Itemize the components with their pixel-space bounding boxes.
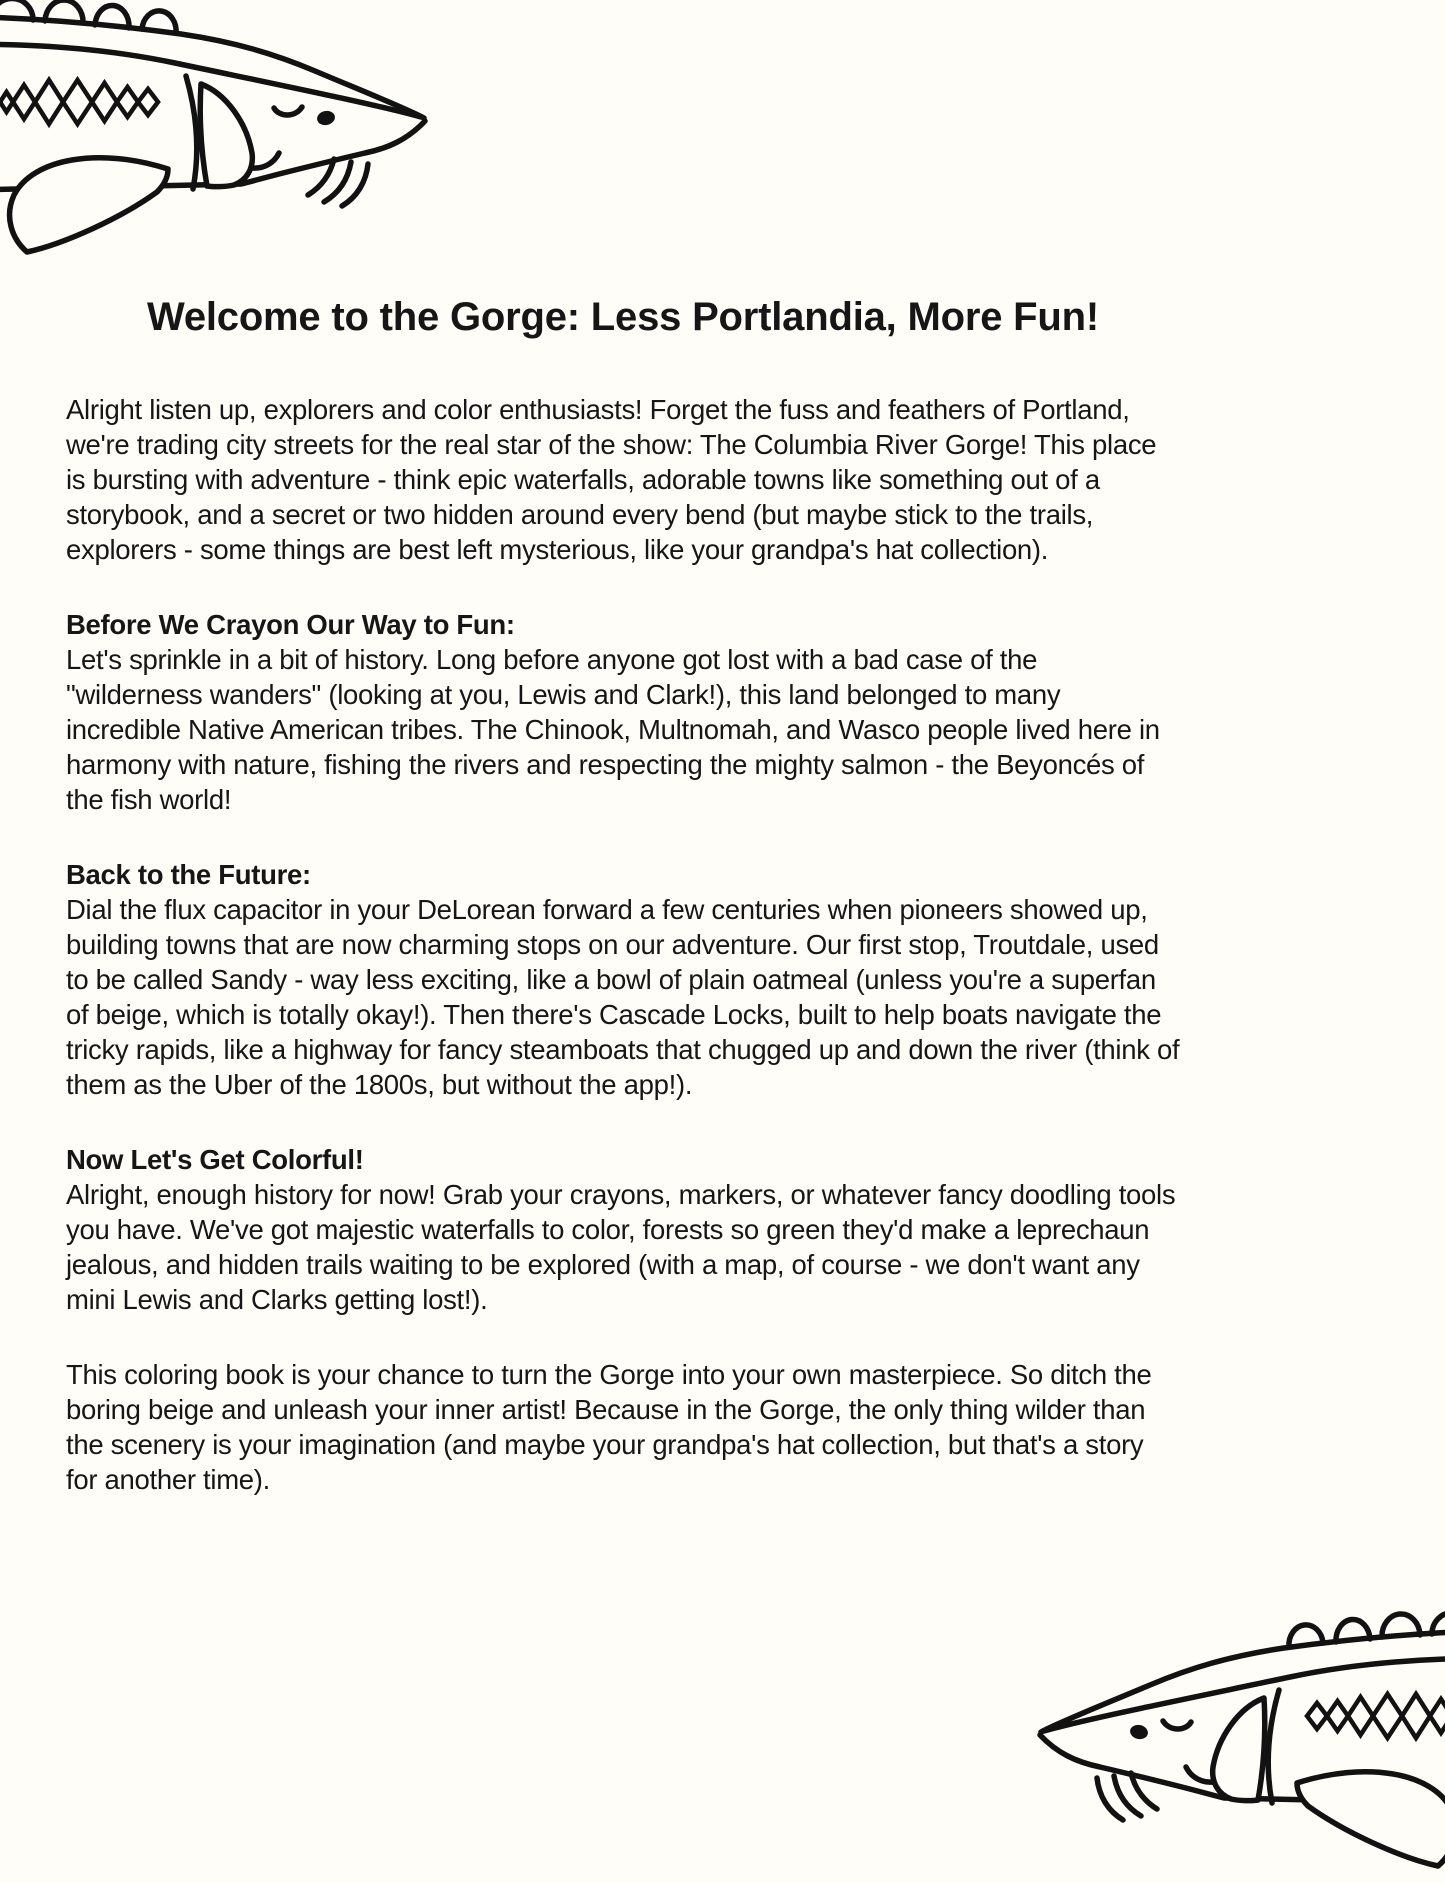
section-body-before-we-crayon: Let's sprinkle in a bit of history. Long before anyone got lost with a bad case of the "wilderness wanders" (looking at you, Lewis and Clark!), this land belonged to many incredible Native American tribes. The Chinook, Multnomah, and Wasco people lived here in harmony with nature, fishing the rivers and respecting the mighty salmon - the Beyoncés of the fish world! xyxy=(66,644,1160,815)
intro-paragraph: Alright listen up, explorers and color enthusiasts! Forget the fuss and feathers of Portland, we're trading city streets for the real star of the show: The Columbia River Gorge! This place is bursting with adventure - think epic waterfalls, adorable towns like something out of a storybook, and a secret or two hidden around every bend (but maybe stick to the trails, explorers - some things are best left mysterious, like your grandpa's hat collection). xyxy=(66,394,1157,565)
section-body-back-to-the-future: Dial the flux capacitor in your DeLorean forward a few centuries when pioneers showed up, building towns that are now charming stops on our adventure. Our first stop, Troutdale, used to be called Sandy - way less exciting, like a bowl of plain oatmeal (unless you're a superfan of beige, which is totally okay!). Then there's Cascade Locks, built to help boats navigate the tricky rapids, like a highway for fancy steamboats that chugged up and down the river (think of them as the Uber of the 1800s, but without the app!). xyxy=(66,894,1180,1100)
fish-smile xyxy=(252,153,279,168)
fish-gill-cover xyxy=(200,84,252,187)
fish-crest-bump xyxy=(142,11,176,33)
section-heading-back-to-the-future: Back to the Future: xyxy=(66,859,311,890)
closing-paragraph: This coloring book is your chance to turn the Gorge into your own masterpiece. So ditch the boring beige and unleash your inner artist! Because in the Gorge, the only thing wilder than the scenery is your imagination (and maybe your grandpa's hat collection, but that's a story for another time). xyxy=(66,1359,1152,1495)
fish-crest-bump xyxy=(95,5,129,28)
fish-scute-diamonds xyxy=(0,80,158,124)
fish-pectoral-fin xyxy=(10,158,168,252)
section-heading-before-we-crayon: Before We Crayon Our Way to Fun: xyxy=(66,609,515,640)
fish-jaw-belly-line xyxy=(0,121,425,192)
page-title: Welcome to the Gorge: Less Portlandia, More Fun! xyxy=(146,295,1099,339)
sturgeon-illustration-bottom-right xyxy=(1025,1610,1445,1878)
page-content xyxy=(66,296,1180,1497)
sturgeon-illustration-top-left xyxy=(0,0,440,264)
sturgeon-line-art xyxy=(0,0,440,264)
fish-back-line xyxy=(0,44,421,117)
fish-barbel xyxy=(324,162,351,202)
fish-closed-eye xyxy=(274,107,302,115)
fish-crest-bump xyxy=(45,0,83,23)
section-body-now-lets-get-colorful: Alright, enough history for now! Grab your crayons, markers, or whatever fancy doodling tools you have. We've got majestic waterfalls to color, forests so green they'd make a leprechaun jealous, and hidden trails waiting to be explored (with a map, of course - we don't want any mini Lewis and Clarks getting lost!). xyxy=(66,1179,1176,1315)
body-text xyxy=(66,392,1180,1497)
fish-crest-bump xyxy=(0,0,33,20)
fish-gill-arc xyxy=(186,76,197,189)
fish-barbel xyxy=(308,159,334,195)
fish-eye-dot xyxy=(316,109,337,126)
section-heading-now-lets-get-colorful: Now Let's Get Colorful! xyxy=(66,1144,364,1175)
fish-barbel xyxy=(342,164,368,206)
sturgeon-line-art-mirrored xyxy=(1025,1610,1445,1878)
fish-back-ridge xyxy=(0,17,424,118)
